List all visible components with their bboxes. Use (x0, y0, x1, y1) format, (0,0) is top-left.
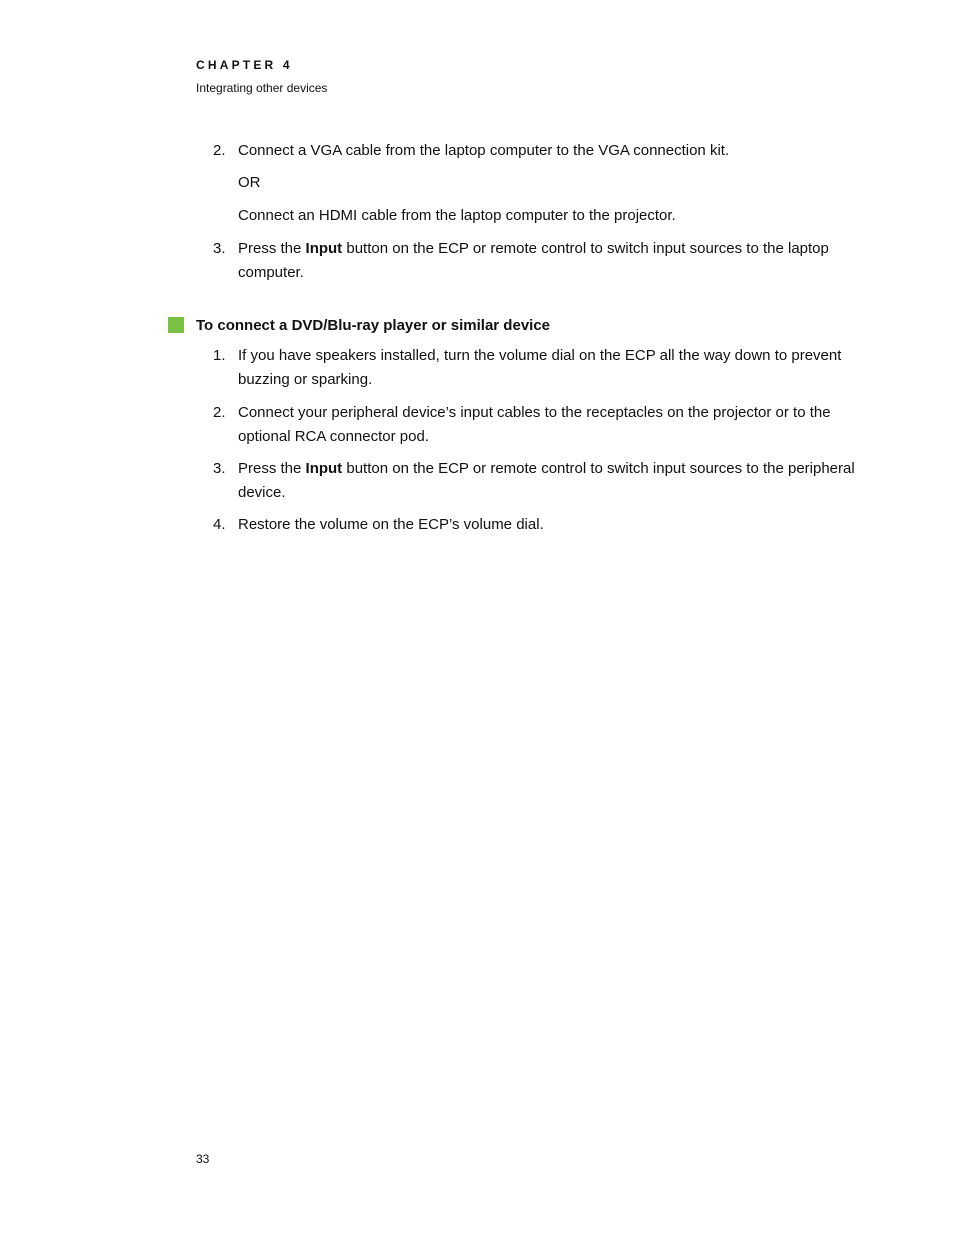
input-button-name: Input (305, 460, 343, 477)
section-marker-icon (168, 317, 184, 333)
dvd-step-1 (213, 344, 863, 391)
dvd-step-2 (213, 401, 863, 448)
laptop-step-3 (213, 237, 863, 284)
step-text (238, 237, 863, 284)
step-number: 3. (213, 460, 226, 477)
dvd-step-3 (213, 457, 863, 504)
chapter-title: Integrating other devices (196, 81, 328, 95)
or-separator: OR (238, 174, 261, 191)
laptop-step-2 (213, 139, 863, 163)
step-text-post: button on the ECP or remote control to switch input sources to the laptop computer. (238, 240, 829, 281)
step-number: 4. (213, 516, 226, 533)
step-text: Restore the volume on the ECP’s volume dial. (238, 516, 544, 533)
input-button-name: Input (305, 240, 343, 257)
step-number: 2. (213, 404, 226, 421)
step-number: 1. (213, 347, 226, 364)
step-text: If you have speakers installed, turn the volume dial on the ECP all the way down to prevent buzzing or sparking. (238, 347, 842, 388)
page-number: 33 (196, 1152, 210, 1166)
step-text (238, 457, 863, 504)
section-heading (168, 314, 550, 336)
dvd-step-4 (213, 513, 863, 537)
alternative-step-text: Connect an HDMI cable from the laptop computer to the projector. (238, 207, 676, 224)
chapter-label: CHAPTER 4 (196, 58, 293, 72)
step-text: Connect a VGA cable from the laptop computer to the VGA connection kit. (238, 142, 730, 159)
step-number: 3. (213, 240, 226, 257)
step-number: 2. (213, 142, 226, 159)
step-text: Connect your peripheral device’s input cables to the receptacles on the projector or to the optional RCA connector pod. (238, 404, 831, 445)
step-text-post: button on the ECP or remote control to switch input sources to the peripheral device. (238, 460, 855, 501)
section-heading-text: To connect a DVD/Blu-ray player or similar device (196, 316, 551, 334)
step-text-pre: Press the (238, 460, 306, 477)
step-text-pre: Press the (238, 240, 306, 257)
